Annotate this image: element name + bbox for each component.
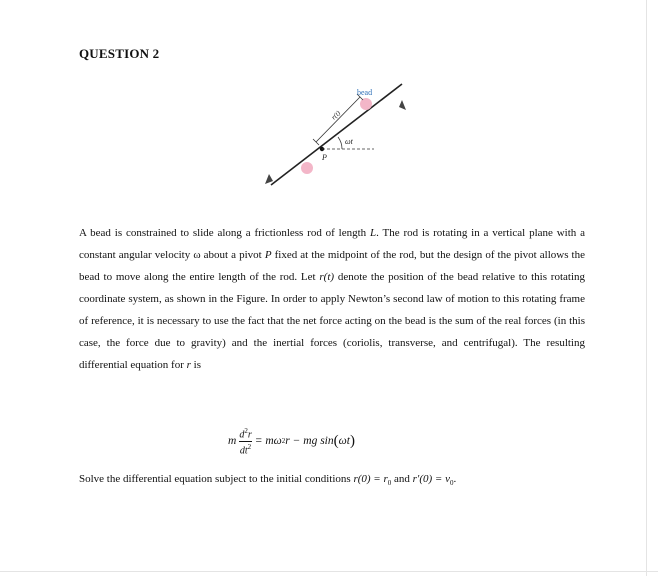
- r-dimension-line: [316, 97, 360, 142]
- angle-arc: [338, 137, 342, 149]
- rotation-arrow-lower: [265, 174, 273, 184]
- initial-conditions-line: [79, 471, 599, 491]
- page-edge-bottom: [0, 571, 658, 572]
- differential-equation: [228, 424, 355, 458]
- question-heading: QUESTION 2: [79, 46, 160, 61]
- text-run: A bead is constrained to slide along a frictionless rod of length: [79, 227, 370, 239]
- math-r: r: [186, 359, 191, 371]
- math-P: P: [264, 249, 272, 261]
- eq-num-d: d: [239, 429, 245, 441]
- bead-rod-figure: [256, 70, 426, 200]
- math-omega: ω: [193, 249, 201, 261]
- rod: [271, 84, 402, 185]
- eq-rhs-sup: 2: [281, 437, 286, 445]
- problem-paragraph: [79, 222, 585, 376]
- condition-v0-sub: 0: [449, 479, 454, 488]
- bead-label: bead: [357, 88, 373, 97]
- text-run: about a pivot: [200, 249, 265, 261]
- r-label: r(t): [329, 109, 343, 122]
- eq-numerator: [238, 426, 252, 440]
- eq-den-dt: dt: [239, 444, 248, 456]
- eq-denominator: [239, 441, 252, 456]
- text-run: denote the position of the bead relative to this rotating coordinate system, as shown in the Figure. In order to apply Newton’s second law of motion to this rotating frame of reference, it is necessary to use the fact that the net force acting on the bead is the sum of the real forces (in this case, the force due to gravity) and the inertial forces (coriolis, transverse, and centrifugal). The resulting differential equation for: [79, 271, 586, 371]
- eq-num-sup: 2: [244, 427, 248, 436]
- rotation-arrow-upper: [399, 100, 406, 110]
- text-run: . The rod is rotating in a vertical plane with a constant angular velocity: [79, 227, 585, 261]
- condition-r0-sub: 0: [387, 479, 392, 488]
- angle-label: ωt: [345, 137, 353, 146]
- eq-rhs-2: r − mg sin: [285, 435, 334, 447]
- bead-upper: [360, 98, 372, 110]
- eq-paren-close: ): [349, 432, 355, 449]
- condition-v0: r′(0) = v: [412, 473, 450, 485]
- text-run: is: [190, 359, 201, 371]
- eq-num-var: r: [247, 429, 252, 441]
- text-run: .: [453, 473, 457, 485]
- bead-lower: [301, 162, 313, 174]
- eq-mass: m: [228, 435, 237, 447]
- eq-arg: ωt: [338, 435, 350, 447]
- text-run: and: [391, 473, 413, 485]
- math-L: L: [370, 227, 377, 239]
- text-run: Solve the differential equation subject to the initial conditions: [79, 473, 354, 485]
- eq-fraction: [238, 426, 252, 456]
- page-edge-right: [646, 0, 647, 576]
- eq-den-sup: 2: [247, 442, 252, 451]
- condition-r0: r(0) = r: [353, 473, 388, 485]
- eq-rhs-1: = mω: [254, 435, 282, 447]
- math-r-t: r(t): [319, 271, 335, 283]
- eq-paren-open: (: [333, 432, 339, 449]
- pivot-label: P: [322, 153, 327, 162]
- text-run: fixed at the midpoint of the rod, but the design of the pivot allows the bead to move along the entire length of the rod. Let: [79, 249, 586, 283]
